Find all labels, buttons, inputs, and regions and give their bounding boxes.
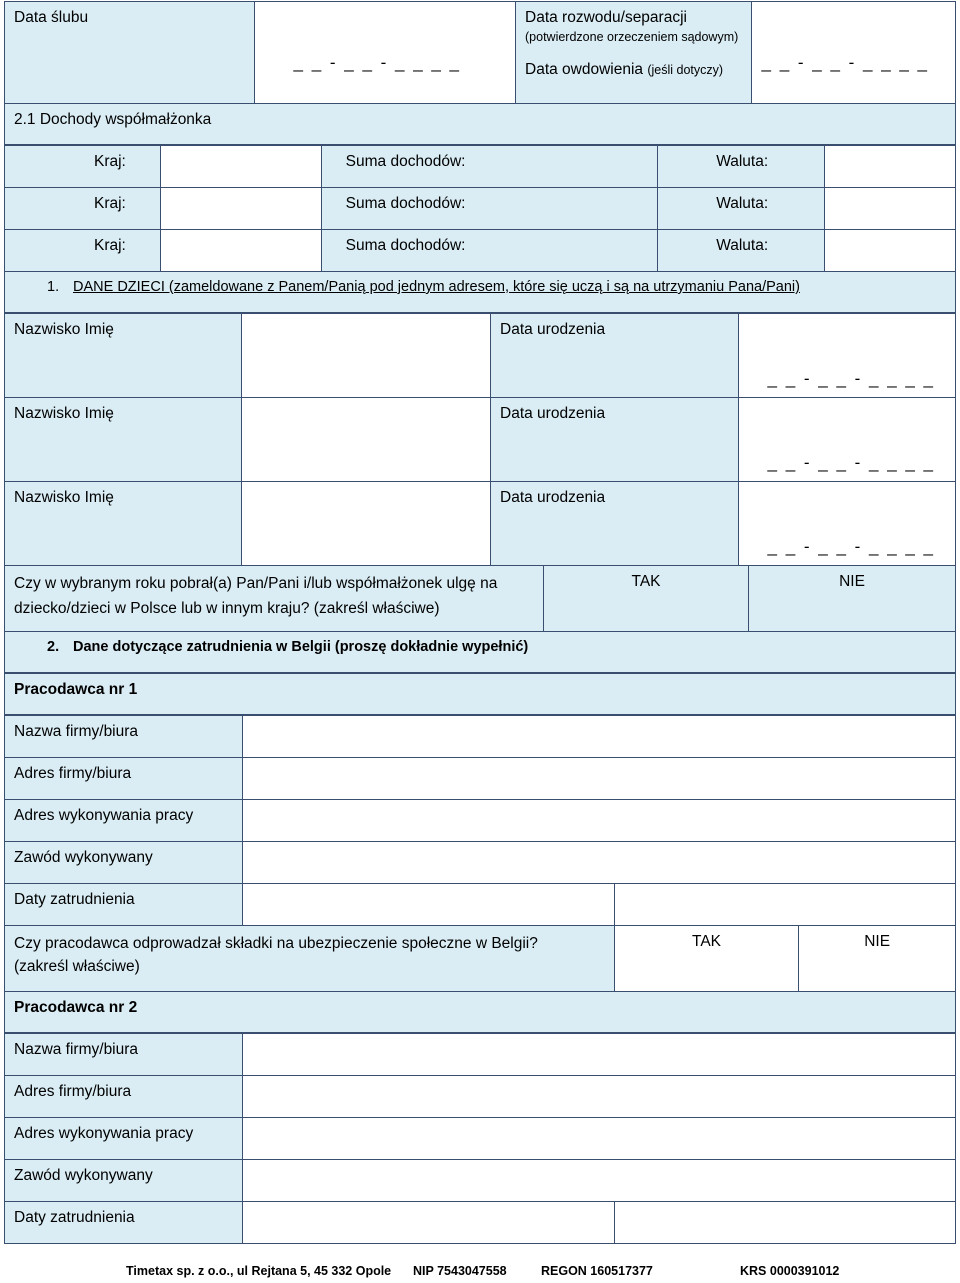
child-row-3 [4, 482, 956, 566]
child-name-label-text: Nazwisko Imię [14, 321, 114, 338]
child-relief-yes[interactable] [543, 565, 749, 632]
income-country-field[interactable] [160, 145, 322, 188]
employer2-work-address-text: Adres wykonywania pracy [14, 1125, 194, 1142]
child-relief-question [4, 565, 544, 632]
employer1-company-address-label [4, 757, 243, 800]
child-relief-no[interactable] [748, 565, 956, 632]
employer2-company-address-label [4, 1075, 243, 1118]
children-heading-number: 1. [47, 279, 60, 295]
income-sum-label [321, 229, 659, 272]
employer1-social-yes[interactable] [614, 925, 800, 992]
divorce-date-placeholder: _ _ - _ _ - _ _ _ _ [761, 52, 929, 72]
income-country-label [4, 229, 161, 272]
employer1-date-from-field[interactable] [242, 883, 615, 926]
widow-date-label: Data owdowienia [525, 61, 644, 78]
employer2-dates-text: Daty zatrudnienia [14, 1209, 135, 1226]
child-dob-placeholder: _ _ - _ _ - _ _ _ _ [767, 536, 935, 556]
employer2-occupation-row [4, 1160, 956, 1202]
children-heading-row [4, 272, 956, 314]
employer1-social-question [4, 925, 615, 992]
employer2-occupation-field[interactable] [242, 1159, 956, 1202]
child-dob-placeholder: _ _ - _ _ - _ _ _ _ [767, 452, 935, 472]
footer-krs: KRS 0000391012 [740, 1264, 840, 1278]
employer2-company-name-row [4, 1034, 956, 1076]
employer1-date-to-field[interactable] [614, 883, 956, 926]
employer1-company-name-text: Nazwa firmy/biura [14, 723, 139, 740]
employer2-title-text: Pracodawca nr 2 [14, 999, 138, 1016]
employer2-title-row [4, 992, 956, 1034]
income-currency-label [657, 187, 825, 230]
employer2-company-address-text: Adres firmy/biura [14, 1083, 132, 1100]
income-country-label [4, 145, 161, 188]
employer2-work-address-row [4, 1118, 956, 1160]
income-currency-label-text: Waluta: [716, 195, 769, 212]
employer1-dates-text: Daty zatrudnienia [14, 891, 135, 908]
employer1-title-row [4, 674, 956, 716]
income-country-label-text: Kraj: [93, 153, 126, 170]
employer1-company-name-row [4, 716, 956, 758]
child-relief-no-text: NIE [839, 573, 865, 590]
employer1-occupation-label [4, 841, 243, 884]
employer1-dates-row [4, 884, 956, 926]
child-dob-placeholder: _ _ - _ _ - _ _ _ _ [767, 368, 935, 388]
child-row-2 [4, 398, 956, 482]
employer2-occupation-text: Zawód wykonywany [14, 1167, 153, 1184]
income-currency-label [657, 145, 825, 188]
income-sum-label-text: Suma dochodów: [345, 153, 466, 170]
employer1-occupation-field[interactable] [242, 841, 956, 884]
employer1-work-address-text: Adres wykonywania pracy [14, 807, 194, 824]
children-heading-text: DANE DZIECI (zameldowane z Panem/Panią pod jednym adresem, które się uczą i są na utrzymaniu Pana/Pani) [73, 279, 800, 295]
income-sum-label [321, 187, 659, 230]
employer1-title-text: Pracodawca nr 1 [14, 681, 138, 698]
employer2-company-address-row [4, 1076, 956, 1118]
income-sum-label-text: Suma dochodów: [345, 195, 466, 212]
employer2-work-address-label [4, 1117, 243, 1160]
employer1-work-address-row [4, 800, 956, 842]
child-dob-label-text: Data urodzenia [500, 489, 606, 506]
child-name-label [4, 313, 242, 398]
child-dob-field[interactable] [738, 313, 956, 398]
child-name-label-text: Nazwisko Imię [14, 489, 114, 506]
employer2-company-name-label [4, 1033, 243, 1076]
employer1-title [4, 673, 956, 715]
employer2-dates-label [4, 1201, 243, 1244]
employer1-occupation-row [4, 842, 956, 884]
employer1-company-name-label [4, 715, 243, 758]
divorce-date-label: Data rozwodu/separacji [525, 9, 687, 26]
divorce-date-field[interactable] [751, 1, 956, 104]
footer-regon: REGON 160517377 [541, 1264, 653, 1278]
divorce-widow-label [515, 1, 752, 104]
employment-heading-number: 2. [47, 639, 60, 655]
widow-date-note: (jeśli dotyczy) [647, 63, 724, 77]
footer-company: Timetax sp. z o.o., ul Rejtana 5, 45 332 Opole [126, 1264, 392, 1278]
child-relief-row [4, 566, 956, 632]
employer1-social-question-line1: Czy pracodawca odprowadzał składki na ubezpieczenie społeczne w Belgii? [14, 935, 538, 952]
income-currency-label-text: Waluta: [716, 237, 769, 254]
income-country-label-text: Kraj: [93, 195, 126, 212]
child-name-field[interactable] [241, 313, 491, 398]
spouse-income-heading-text: 2.1 Dochody współmałżonka [14, 111, 212, 128]
child-dob-label-text: Data urodzenia [500, 321, 606, 338]
employer2-title [4, 991, 956, 1033]
children-heading [4, 271, 956, 313]
income-row-1 [4, 146, 956, 188]
income-country-field[interactable] [160, 187, 322, 230]
employment-heading-text: Dane dotyczące zatrudnienia w Belgii (proszę dokładnie wypełnić) [73, 639, 529, 655]
employment-heading-row [4, 632, 956, 674]
income-sum-label [321, 145, 659, 188]
employer1-dates-label [4, 883, 243, 926]
employer1-company-address-text: Adres firmy/biura [14, 765, 132, 782]
wedding-date-field[interactable] [254, 1, 516, 104]
income-country-label-text: Kraj: [93, 237, 126, 254]
child-dob-label [490, 313, 739, 398]
spouse-income-heading-row [4, 104, 956, 146]
wedding-date-label [4, 1, 255, 104]
employer1-social-no-text: NIE [864, 933, 891, 950]
footer-nip: NIP 7543047558 [413, 1264, 507, 1278]
child-name-field[interactable] [241, 397, 491, 482]
employer2-work-address-field[interactable] [242, 1117, 956, 1160]
income-currency-label [657, 229, 825, 272]
income-currency-field[interactable] [824, 187, 956, 230]
employer1-social-yes-text: TAK [692, 933, 722, 950]
child-relief-yes-text: TAK [631, 573, 661, 590]
income-row-2 [4, 188, 956, 230]
child-dob-label-text: Data urodzenia [500, 405, 606, 422]
income-currency-field[interactable] [824, 229, 956, 272]
income-currency-field[interactable] [824, 145, 956, 188]
income-country-label [4, 187, 161, 230]
employer2-company-address-field[interactable] [242, 1075, 956, 1118]
child-name-label-text: Nazwisko Imię [14, 405, 114, 422]
income-row-3 [4, 230, 956, 272]
wedding-date-placeholder: _ _ - _ _ - _ _ _ _ [293, 52, 461, 72]
employment-heading [4, 631, 956, 673]
income-country-field[interactable] [160, 229, 322, 272]
child-name-field[interactable] [241, 481, 491, 566]
spouse-income-heading [4, 103, 956, 145]
employer1-work-address-label [4, 799, 243, 842]
employer1-company-address-field[interactable] [242, 757, 956, 800]
employer2-company-name-field[interactable] [242, 1033, 956, 1076]
employer2-company-name-text: Nazwa firmy/biura [14, 1041, 139, 1058]
child-name-label [4, 397, 242, 482]
employer2-occupation-label [4, 1159, 243, 1202]
child-relief-question-line2: dziecko/dzieci w Polsce lub w innym kraju? (zakreśl właściwe) [14, 599, 440, 617]
marriage-dates-row [4, 2, 956, 104]
child-dob-field[interactable] [738, 481, 956, 566]
employer2-dates-row [4, 1202, 956, 1244]
employer1-occupation-text: Zawód wykonywany [14, 849, 153, 866]
employer1-social-no[interactable] [798, 925, 956, 992]
child-row-1 [4, 314, 956, 398]
employer1-company-name-field[interactable] [242, 715, 956, 758]
income-currency-label-text: Waluta: [716, 153, 769, 170]
wedding-date-label-text: Data ślubu [14, 9, 89, 26]
child-dob-label [490, 397, 739, 482]
employer2-date-from-field[interactable] [242, 1201, 615, 1244]
child-dob-field[interactable] [738, 397, 956, 482]
employer1-company-address-row [4, 758, 956, 800]
employer1-social-question-line2: (zakreśl właściwe) [14, 958, 140, 976]
child-dob-label [490, 481, 739, 566]
employer1-social-row [4, 926, 956, 992]
employer1-work-address-field[interactable] [242, 799, 956, 842]
employer2-date-to-field[interactable] [614, 1201, 956, 1244]
child-relief-question-line1: Czy w wybranym roku pobrał(a) Pan/Pani i/lub współmałżonek ulgę na [14, 575, 498, 592]
child-name-label [4, 481, 242, 566]
income-sum-label-text: Suma dochodów: [345, 237, 466, 254]
tax-form [4, 2, 956, 1244]
divorce-date-note: (potwierdzone orzeczeniem sądowym) [525, 30, 739, 45]
